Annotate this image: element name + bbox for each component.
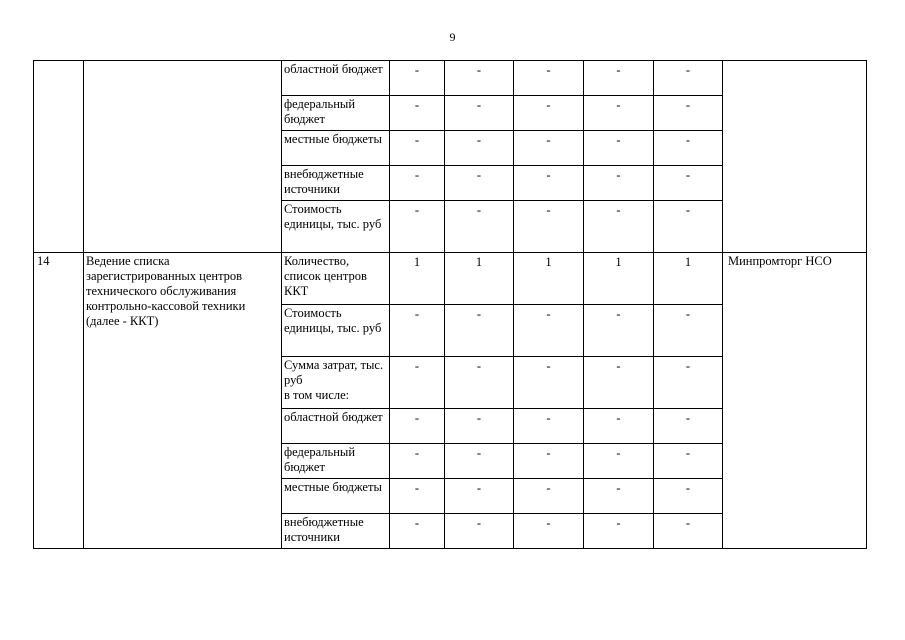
item-name-cell: Ведение списка зарегистрированных центров технического обслуживания контрольно-кассовой техники (далее - ККТ) <box>84 253 282 549</box>
value-cell: - <box>654 409 723 444</box>
value-cell: - <box>445 444 514 479</box>
value-cell: - <box>514 131 584 166</box>
indicator-cell: областной бюджет <box>282 61 390 96</box>
value-cell: - <box>445 166 514 201</box>
value-cell: - <box>390 305 445 357</box>
value-cell: - <box>514 444 584 479</box>
value-cell: - <box>445 131 514 166</box>
value-cell: - <box>445 514 514 549</box>
value-cell: - <box>514 166 584 201</box>
value-cell: - <box>514 201 584 253</box>
table-row <box>34 61 867 96</box>
value-cell: - <box>584 131 654 166</box>
executor-cell <box>723 61 867 253</box>
value-cell: - <box>654 479 723 514</box>
value-cell: 1 <box>445 253 514 305</box>
value-cell: - <box>654 357 723 409</box>
indicator-cell: внебюджетные источники <box>282 514 390 549</box>
value-cell: - <box>584 201 654 253</box>
value-cell: - <box>390 166 445 201</box>
item-number-cell <box>34 61 84 253</box>
item-number-cell: 14 <box>34 253 84 549</box>
value-cell: 1 <box>584 253 654 305</box>
value-cell: - <box>514 305 584 357</box>
value-cell: - <box>654 96 723 131</box>
value-cell: - <box>390 479 445 514</box>
value-cell: - <box>390 409 445 444</box>
indicator-cell: федеральный бюджет <box>282 444 390 479</box>
item-name-cell <box>84 61 282 253</box>
value-cell: - <box>445 357 514 409</box>
table-row <box>34 253 867 305</box>
value-cell: - <box>514 514 584 549</box>
value-cell: - <box>514 357 584 409</box>
value-cell: - <box>654 61 723 96</box>
value-cell: - <box>390 514 445 549</box>
value-cell: - <box>445 61 514 96</box>
value-cell: 1 <box>514 253 584 305</box>
value-cell: - <box>654 131 723 166</box>
value-cell: - <box>390 444 445 479</box>
value-cell: - <box>584 305 654 357</box>
indicator-cell: местные бюджеты <box>282 479 390 514</box>
value-cell: - <box>445 409 514 444</box>
value-cell: 1 <box>654 253 723 305</box>
value-cell: - <box>584 61 654 96</box>
value-cell: - <box>445 96 514 131</box>
program-table <box>33 60 867 549</box>
value-cell: - <box>445 479 514 514</box>
executor-cell: Минпромторг НСО <box>723 253 867 549</box>
value-cell: - <box>514 61 584 96</box>
value-cell: - <box>390 96 445 131</box>
value-cell: - <box>584 166 654 201</box>
value-cell: - <box>654 201 723 253</box>
value-cell: - <box>514 409 584 444</box>
value-cell: - <box>514 96 584 131</box>
value-cell: - <box>445 201 514 253</box>
page-number: 9 <box>449 30 456 44</box>
value-cell: - <box>584 514 654 549</box>
value-cell: - <box>654 305 723 357</box>
indicator-cell: областной бюджет <box>282 409 390 444</box>
value-cell: - <box>390 61 445 96</box>
value-cell: - <box>584 444 654 479</box>
value-cell: 1 <box>390 253 445 305</box>
indicator-cell: Количество, список центров ККТ <box>282 253 390 305</box>
value-cell: - <box>654 514 723 549</box>
value-cell: - <box>584 96 654 131</box>
value-cell: - <box>514 479 584 514</box>
value-cell: - <box>584 357 654 409</box>
indicator-cell: местные бюджеты <box>282 131 390 166</box>
indicator-cell: федеральный бюджет <box>282 96 390 131</box>
indicator-cell: Сумма затрат, тыс. руб в том числе: <box>282 357 390 409</box>
indicator-cell: Стоимость единицы, тыс. руб <box>282 305 390 357</box>
value-cell: - <box>390 357 445 409</box>
indicator-cell: Стоимость единицы, тыс. руб <box>282 201 390 253</box>
value-cell: - <box>654 444 723 479</box>
value-cell: - <box>584 479 654 514</box>
value-cell: - <box>390 131 445 166</box>
value-cell: - <box>445 305 514 357</box>
value-cell: - <box>654 166 723 201</box>
indicator-cell: внебюджетные источники <box>282 166 390 201</box>
value-cell: - <box>584 409 654 444</box>
value-cell: - <box>390 201 445 253</box>
